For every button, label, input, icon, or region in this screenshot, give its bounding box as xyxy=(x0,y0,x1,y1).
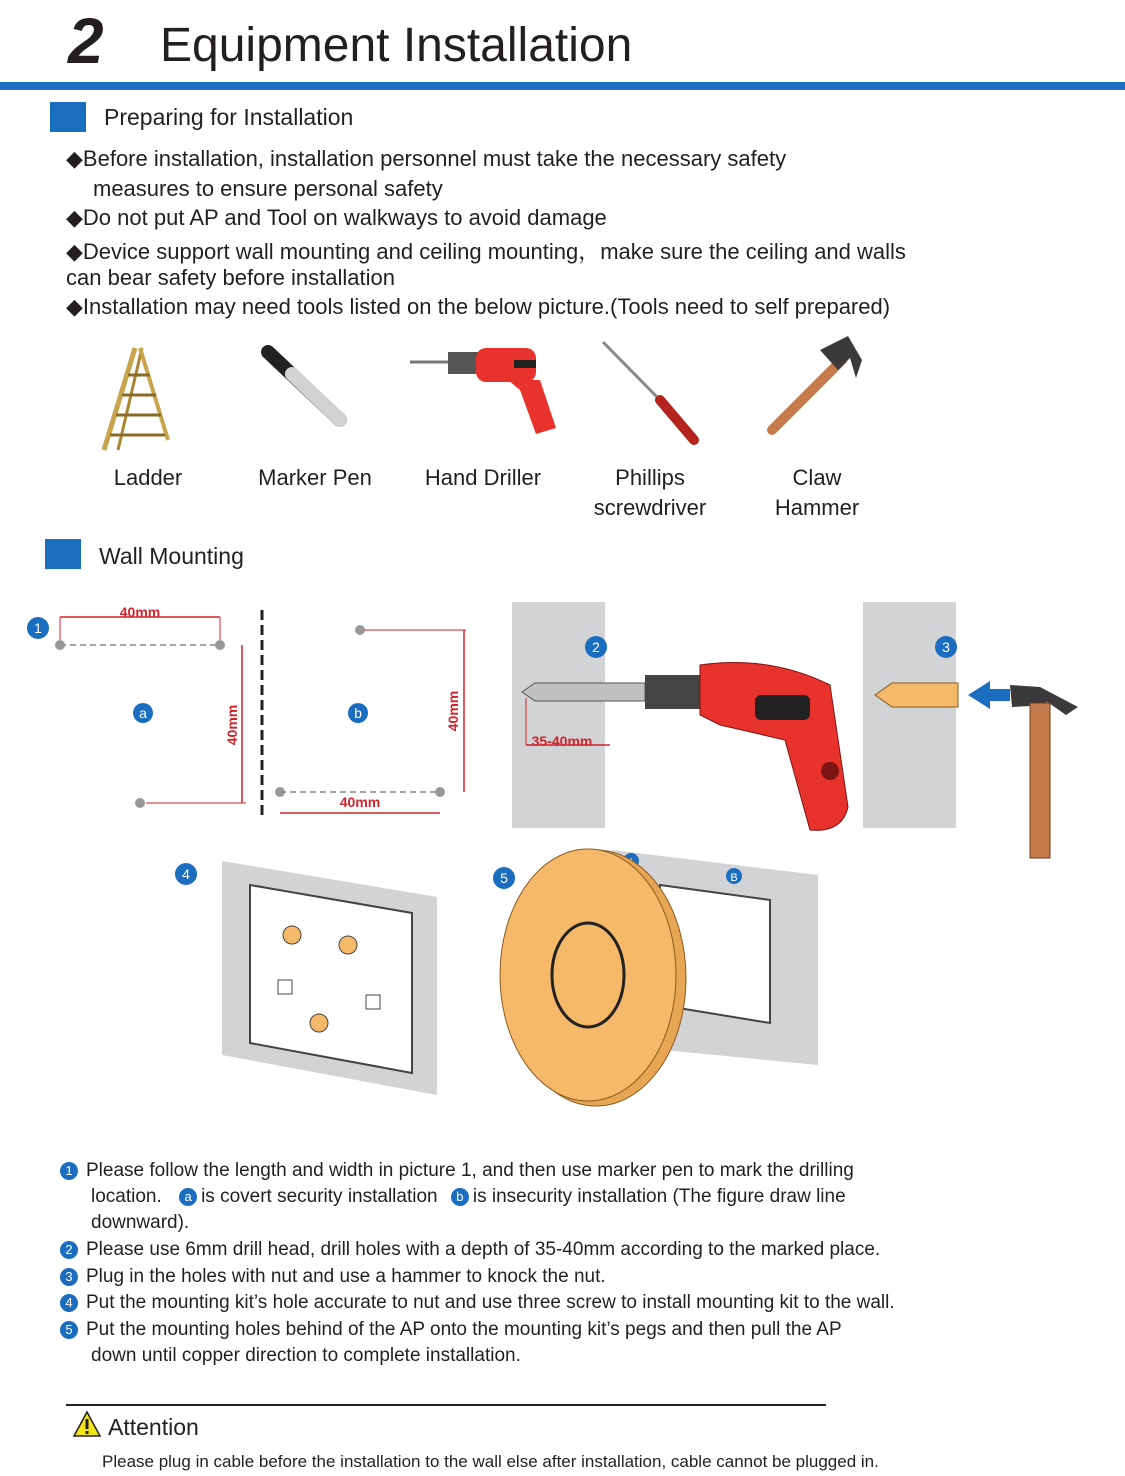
anchor-hammer-illustration xyxy=(863,602,1078,858)
screwdriver-icon xyxy=(603,342,694,440)
step-text: Put the mounting kit’s hole accurate to nut and use three screw to install mounting kit to the wall. xyxy=(86,1292,895,1313)
step-text: down until copper direction to complete installation. xyxy=(91,1345,521,1366)
step-marker-1-text: 1 xyxy=(34,620,42,636)
step-text: Plug in the holes with nut and use a hammer to knock the nut. xyxy=(86,1266,606,1287)
chapter-number: 2 xyxy=(68,5,104,77)
dimension-label: 40mm xyxy=(339,794,381,810)
label-b: b xyxy=(354,705,362,721)
step-number-badge: 4 xyxy=(60,1294,78,1312)
warning-icon xyxy=(72,1410,102,1438)
dimension-label: 40mm xyxy=(445,690,461,732)
section-title-wall: Wall Mounting xyxy=(99,543,244,569)
drilling-template-diagram xyxy=(27,604,466,820)
label-a-badge: a xyxy=(179,1188,197,1206)
step-text: is covert security installation xyxy=(201,1186,438,1207)
section-title-prep: Preparing for Installation xyxy=(104,104,354,130)
attention-rule xyxy=(66,1404,826,1406)
step-text: is insecurity installation (The figure draw line xyxy=(472,1186,846,1207)
step-line xyxy=(60,1292,895,1314)
header-rule xyxy=(0,82,1125,90)
step-number-badge: 3 xyxy=(60,1268,78,1286)
step-text: Please use 6mm drill head, drill holes with a depth of 35-40mm according to the marked place. xyxy=(86,1239,881,1260)
step-marker-3-text: 3 xyxy=(942,639,950,655)
label-a: a xyxy=(139,705,147,721)
bullet-line: ◆Do not put AP and Tool on walkways to avoid damage xyxy=(66,205,607,230)
tool-label: Marker Pen xyxy=(258,465,372,490)
step-line xyxy=(60,1160,854,1182)
tools-illustration xyxy=(0,330,1125,455)
step-line xyxy=(60,1319,842,1341)
tool-label: Claw Hammer xyxy=(774,465,860,520)
step-text: Put the mounting holes behind of the AP onto the mounting kit’s pegs and then pull the AP xyxy=(86,1319,842,1340)
chapter-title: Equipment Installation xyxy=(160,19,633,72)
step-line xyxy=(91,1345,521,1367)
dimension-label: 40mm xyxy=(224,704,240,746)
step-text: downward). xyxy=(91,1212,190,1233)
attention-text: Please plug in cable before the installation to the wall else after installation, cable cannot be plugged in. xyxy=(102,1452,879,1471)
label-b-badge: b xyxy=(451,1188,469,1206)
dimension-label: 40mm xyxy=(119,604,161,620)
claw-hammer-icon xyxy=(772,336,862,430)
ap-mounting-illustration xyxy=(493,849,818,1106)
step-line xyxy=(60,1239,880,1261)
tool-label: Phillips screwdriver xyxy=(593,465,707,520)
section-marker xyxy=(45,539,81,569)
step-number-badge: 2 xyxy=(60,1241,78,1259)
tool-label: Ladder xyxy=(113,465,183,490)
step-text: location. xyxy=(91,1186,162,1207)
step-number-badge: 5 xyxy=(60,1321,78,1339)
section-marker xyxy=(50,102,86,132)
step-marker-4-text: 4 xyxy=(182,866,190,882)
bullet-line: ◆Installation may need tools listed on the below picture.(Tools need to self prepared) xyxy=(66,294,891,319)
step-text: Please follow the length and width in picture 1, and then use marker pen to mark the drilling xyxy=(86,1160,854,1181)
hand-drill-icon xyxy=(410,348,556,434)
bullet-line: measures to ensure personal safety xyxy=(93,176,443,201)
marker-pen-icon xyxy=(268,352,340,420)
bullet-line: can bear safety before installation xyxy=(66,265,395,290)
step-marker-5-text: 5 xyxy=(500,870,508,886)
bullet-line: ◆Before installation, installation personnel must take the necessary safety xyxy=(66,146,787,171)
step-line xyxy=(60,1266,606,1288)
step-number-badge: 1 xyxy=(60,1162,78,1180)
step-marker-2-text: 2 xyxy=(592,639,600,655)
depth-label: 35-40mm xyxy=(531,733,593,749)
step-line xyxy=(91,1186,846,1208)
tool-label: Hand Driller xyxy=(424,465,542,490)
mounting-kit-illustration xyxy=(175,861,437,1095)
bullet-line: ◆Device support wall mounting and ceiling mounting，make sure the ceiling and walls xyxy=(66,239,906,264)
drilling-illustration xyxy=(512,602,848,830)
ladder-icon xyxy=(104,348,168,450)
installation-figure xyxy=(0,595,1125,1115)
attention-title: Attention xyxy=(108,1414,199,1440)
step-line xyxy=(91,1212,189,1234)
label-B: B xyxy=(730,872,738,884)
